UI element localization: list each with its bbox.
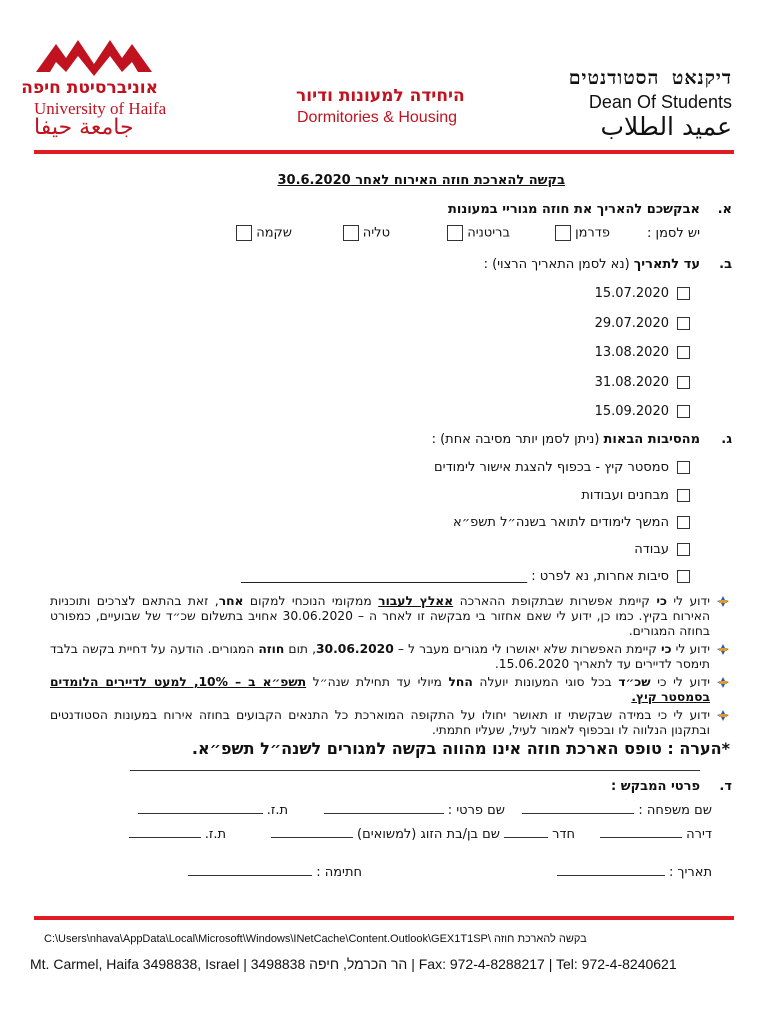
option-talia[interactable]: טליה [343, 225, 390, 241]
section-d-title: פרטי המבקש : [611, 779, 700, 794]
bullet-icon [716, 643, 730, 656]
dean-title-hebrew: דיקנאט הסטודנטים [568, 67, 732, 89]
reason-checkbox[interactable] [677, 543, 690, 556]
checkbox-shikma[interactable] [236, 225, 252, 241]
date-checkbox[interactable] [677, 317, 690, 330]
unit-name-hebrew: היחידה למעונות ודיור [296, 86, 465, 106]
mark-label: יש לסמן : [647, 226, 700, 241]
checkbox-federman[interactable] [555, 225, 571, 241]
partner-id-field[interactable]: ת.ז. [129, 826, 226, 842]
reason-checkbox[interactable] [677, 570, 690, 583]
first-name-line[interactable] [324, 802, 444, 814]
first-name-field[interactable]: שם פרטי : [324, 802, 505, 818]
apartment-field[interactable]: דירה [600, 826, 712, 842]
date-checkbox[interactable] [677, 405, 690, 418]
file-path: C:\Users\nhava\AppData\Local\Microsoft\Windows\INetCache\Content.Outlook\GEX1T1SP\ בקשה להארכת חוזה [44, 933, 587, 945]
id-line[interactable] [138, 802, 263, 814]
footer-contact: Mt. Carmel, Haifa 3498838, Israel | 3498838 הר הכרמל, חיפה | Fax: 972-4-8288217 | Tel: 972-4-8240621 [30, 956, 677, 972]
dean-title-arabic: عميد الطلاب [600, 112, 732, 141]
declaration-4: ידוע לי כי במידה שבקשתי זו תאושר יחולו על התקופה המוארכת כל התנאים הקבועים בחוזה אירוח במעונות הסטודנטים ובתקנון הנלווה לו ובכפוף לאמור לעיל, שעליו חתמתי. [50, 708, 730, 738]
option-britannia[interactable]: בריטניה [447, 225, 510, 241]
note-underline [130, 770, 700, 771]
reason-option[interactable]: סמסטר קיץ - בכפוף להצגת אישור לימודים [434, 460, 690, 475]
section-b-letter: ב. [719, 257, 732, 272]
university-name-hebrew: אוניברסיטת חיפה [21, 78, 158, 98]
footer-divider [34, 916, 734, 920]
option-shikma[interactable]: שקמה [236, 225, 292, 241]
reason-checkbox[interactable] [677, 461, 690, 474]
reason-option[interactable]: עבודה [634, 542, 690, 557]
signature-line[interactable] [188, 864, 312, 876]
section-b-text: עד לתאריך (נא לסמן התאריך הרצוי) : [483, 257, 700, 272]
room-field[interactable]: חדר [504, 826, 575, 842]
declaration-1: ידוע לי כי קיימת אפשרות שבתקופת ההארכה אאלץ לעבור ממקומי הנוכחי למקום אחר, זאת בהתאם לצרכים ותוכניות האירוח בקיץ. כמו כן, ידוע לי שאם אחזור בי מבקשה זו לאחר ה – 30.06.2020 אחויב בתשלום שכ״ד של שבועיים, כמפורט בחוזה המגורים. [50, 594, 730, 639]
reason-checkbox[interactable] [677, 516, 690, 529]
university-name-arabic: جامعة حيفا [34, 115, 134, 140]
reason-option[interactable]: מבחנים ועבודות [581, 488, 690, 503]
checkbox-talia[interactable] [343, 225, 359, 241]
reason-checkbox[interactable] [677, 489, 690, 502]
section-a-letter: א. [717, 202, 732, 217]
unit-name-english: Dormitories & Housing [297, 109, 458, 126]
partner-field[interactable]: שם בן/בת הזוג (למשואים) [271, 826, 500, 842]
reason-option[interactable]: המשך לימודים לתואר בשנה״ל תשפ״א [453, 515, 690, 530]
dean-title-english: Dean Of Students [588, 92, 732, 112]
room-line[interactable] [504, 826, 548, 838]
declaration-3: ידוע לי כי שכ״ד בכל סוגי המעונות יועלה החל מיולי עד תחילת שנה״ל תשפ״א ב – 10%, למעט לדיירים הלומדים בסמסטר קיץ. [50, 675, 730, 705]
date-option[interactable]: 29.07.2020 [595, 316, 690, 331]
last-name-field[interactable]: שם משפחה : [522, 802, 712, 818]
apartment-line[interactable] [600, 826, 682, 838]
reason-option-other[interactable]: סיבות אחרות, נא לפרט : ____________________________________________ [241, 569, 690, 584]
date-option[interactable]: 15.07.2020 [595, 286, 690, 301]
partner-id-line[interactable] [129, 826, 201, 838]
date-field[interactable]: תאריך : [557, 864, 712, 880]
university-logo-icon [34, 36, 154, 78]
section-c-letter: ג. [721, 432, 732, 447]
id-field[interactable]: ת.ז. [138, 802, 288, 818]
bullet-icon [716, 676, 730, 689]
bullet-icon [716, 595, 730, 608]
header-divider [34, 150, 734, 154]
date-checkbox[interactable] [677, 287, 690, 300]
checkbox-britannia[interactable] [447, 225, 463, 241]
section-c-text: מהסיבות הבאות (ניתן לסמן יותר מסיבה אחת) : [431, 432, 700, 447]
date-checkbox[interactable] [677, 346, 690, 359]
date-line[interactable] [557, 864, 665, 876]
signature-field[interactable]: חתימה : [188, 864, 362, 880]
partner-line[interactable] [271, 826, 353, 838]
section-a-text: אבקשכם להאריך את חוזה מגוריי במעונות [447, 202, 700, 217]
declaration-2: ידוע לי כי קיימת האפשרות שלא יאושרו לי מגורים מעבר ל – 30.06.2020, תום חוזה המגורים. הודעה על דחיית בקשה בלבד תימסר לדיירים עד לתאריך 15.06.2020. [50, 642, 730, 672]
form-note: *הערה : טופס הארכת חוזה אינו מהווה בקשה למגורים לשנה״ל תשפ״א. [191, 739, 730, 758]
date-checkbox[interactable] [677, 376, 690, 389]
date-option[interactable]: 15.09.2020 [595, 404, 690, 419]
section-d-letter: ד. [719, 779, 732, 794]
university-name-english: University of Haifa [34, 99, 167, 118]
date-option[interactable]: 13.08.2020 [595, 345, 690, 360]
bullet-icon [716, 709, 730, 722]
last-name-line[interactable] [522, 802, 634, 814]
form-title: בקשה להארכת חוזה האירוח לאחר 30.6.2020 [277, 173, 565, 188]
date-option[interactable]: 31.08.2020 [595, 375, 690, 390]
option-federman[interactable]: פדרמן [555, 225, 610, 241]
